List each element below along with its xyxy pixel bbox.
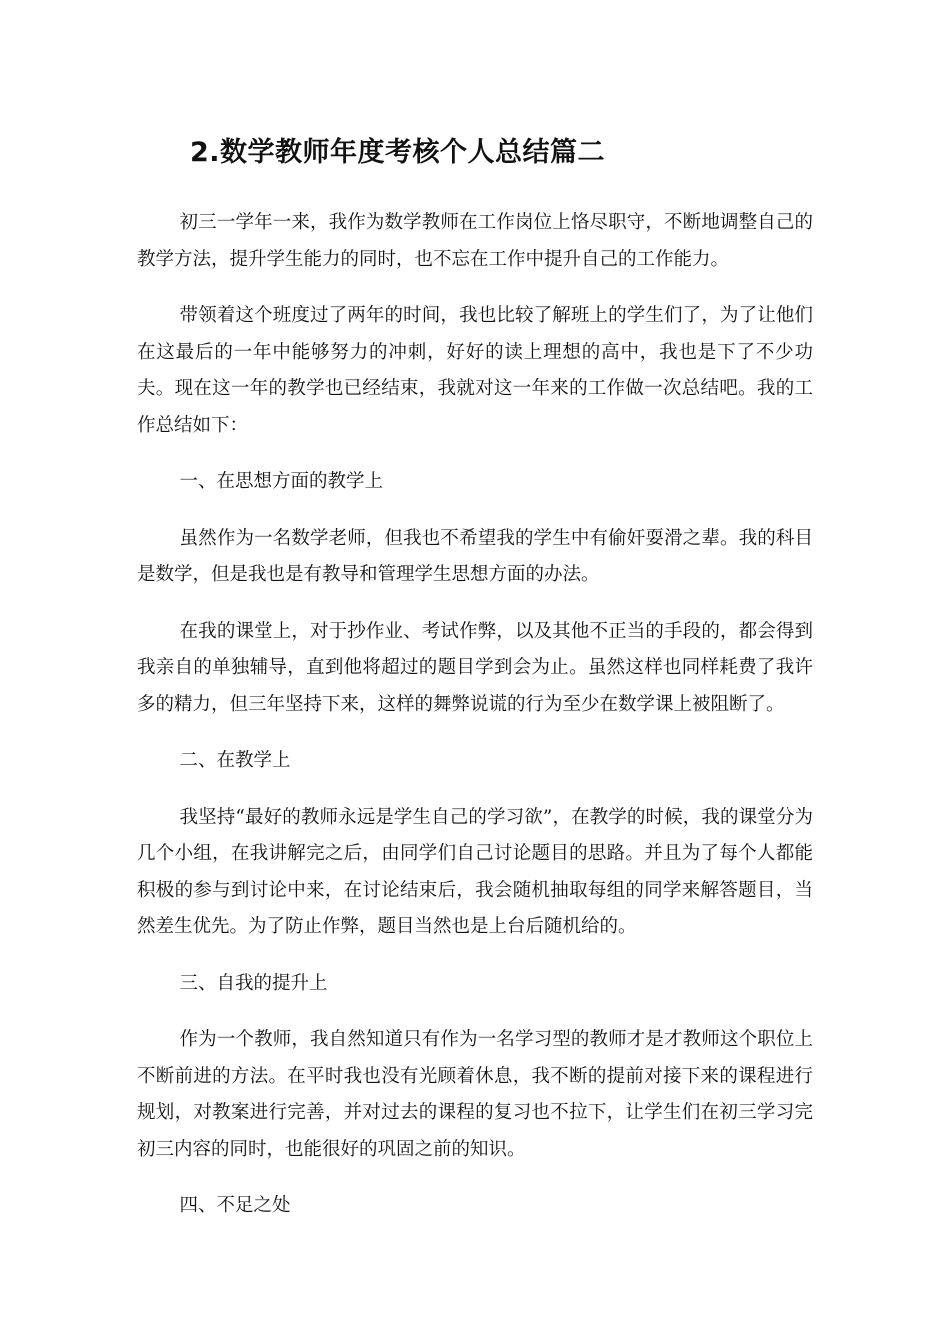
paragraph-teaching: 我坚持“最好的教师永远是学生自己的学习欲”，在教学的时候，我的课堂分为几个小组，在我讲解完之后，由同学们自己讨论题目的思路。并且为了每个人都能积极的参与到讨论中来，在讨论结束后，我会随机抽取每组的同学来解答题目，当然差生优先。为了防止作弊，题目当然也是上台后随机给的。 — [137, 806, 813, 937]
paragraph-intro: 初三一学年一来，我作为数学教师在工作岗位上恪尽职守，不断地调整自己的教学方法，提升学生能力的同时，也不忘在工作中提升自己的工作能力。 — [137, 212, 813, 270]
paragraph-thought-2: 在我的课堂上，对于抄作业、考试作弊，以及其他不正当的手段的，都会得到我亲自的单独辅导，直到他将超过的题目学到会为止。虽然这样也同样耗费了我许多的精力，但三年坚持下来，这样的舞弊说谎的行为至少在数学课上被阻断了。 — [137, 620, 813, 715]
paragraph-thought-1: 虽然作为一名数学老师，但我也不希望我的学生中有偷奸耍滑之辈。我的科目是数学，但是我也是有教导和管理学生思想方面的办法。 — [137, 527, 813, 585]
paragraph-self-improvement: 作为一个教师，我自然知道只有作为一名学习型的教师才是才教师这个职位上不断前进的方法。在平时我也没有光顾着休息，我不断的提前对接下来的课程进行规划，对教案进行完善，并对过去的课程的复习也不拉下，让学生们在初三学习完初三内容的同时，也能很好的巩固之前的知识。 — [137, 1029, 813, 1160]
document-body — [137, 205, 813, 1245]
section-heading-shortcomings: 四、不足之处 — [179, 1195, 291, 1216]
section-heading-thought: 一、在思想方面的教学上 — [179, 471, 384, 492]
section-heading-self-improvement: 三、自我的提升上 — [179, 972, 328, 994]
document-title: 2.数学教师年度考核个人总结篇二 — [190, 137, 606, 168]
section-heading-teaching: 二、在教学上 — [179, 750, 291, 771]
paragraph-background: 带领着这个班度过了两年的时间，我也比较了解班上的学生们了，为了让他们在这最后的一年中能够努力的冲刺，好好的读上理想的高中，我也是下了不少功夫。现在这一年的教学也已经结束，我就对这一年来的工作做一次总结吧。我的工作总结如下： — [137, 305, 813, 436]
